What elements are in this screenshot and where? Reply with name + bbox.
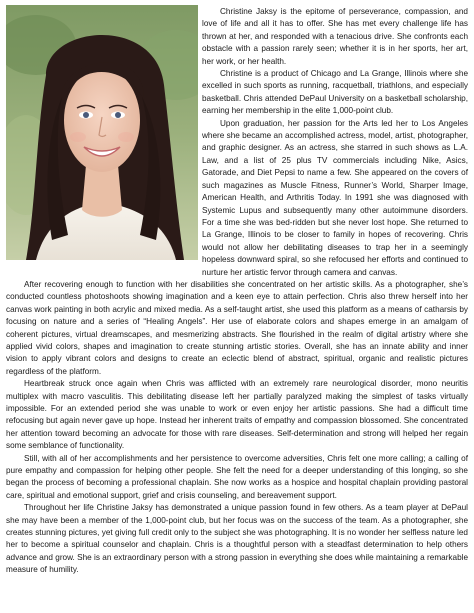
paragraph-intro: Christine Jaksy is the epitome of perseverance, compassion, and love of life and all it has to offer. She has met every challenge life has thrown at her, and responded with a tenacious drive. She confronts each obstacle with a passion rarely seen; whether it is in her sports, her art, her work, or her health.	[202, 7, 468, 66]
paragraph-illness: Heartbreak struck once again when Chris was afflicted with an extremely rare neurological disorder, mono neuritis multiplex with macro vasculitis. This debilitating disease left her partially paralyzed making the simplest of tasks virtually impossible. For an extended period she was unable to work or even enjoy her artistic passions. She had a difficult time refocusing but again never gave up hope. Instead her inherent traits of empathy and compassion blossomed. She concentrated her attention toward becoming an advocate for those with rare diseases. Self-determination and strong will helped her regain some semblance of functionality.	[6, 379, 468, 451]
paragraph-art: After recovering enough to function with her disabilities she concentrated on her artistic skills. As a photographer, she’s conducted countless photoshoots showing imagination and a keen eye to attain perfection. Chris also threw herself into her canvas work painting in both acrylic and mixed media. As a self-taught artist, she used this platform as a means of catharsis by focusing on nature and a series of “Healing Angels”. Her use of elaborate colors and shapes emerge in an amalgam of coherent pictures, virtual dreamscapes, and mesmerizing abstracts. She flourished in the realm of digital artistry where she applied vivid colors, shapes and imagination to create stunning artistic stories. Overall, she has an innate ability and inner vision to apply vibrant colors and designs to create an eclectic blend of abstract, spiritual, organic and realistic pictures regardless of the platform.	[6, 279, 468, 376]
biography-article	[6, 6, 468, 577]
photo-spacer	[6, 6, 202, 268]
paragraph-conclusion: Throughout her life Christine Jaksy has demonstrated a unique passion found in few others. As a team player at DePaul she may have been a member of the 1,000-point club, but her focus was on the success of the team. As a photographer, she creates stunning pictures, yet giving full credit only to the subject she was photographing. It is no wonder her selfless nature led her to become a spiritual counselor and chaplain. Chris is a thoughtful person with a steadfast determination to help others advance and grow. She is an extraordinary person with a strong passion in everything she does while maintaining a remarkable measure of humility.	[6, 503, 468, 575]
paragraph-career: Upon graduation, her passion for the Arts led her to Los Angeles where she became an accomplished actress, model, artist, photographer, and graphic designer. As an actress, she starred in such shows as L.A. Law, and a list of 25 plus TV commercials including Nike, Asics, Gatorade, and Diet Pepsi to name a few. She appeared on the covers of such magazines as Muscle Fitness, Runner’s World, Sharper Image, American Health, and Arthritis Today. In 1991 she was diagnosed with Systemic Lupus and subsequently many other autoimmune disorders. For a time she was bed-ridden but she never lost hope. She returned to La Grange, Illinois to be closer to family in hopes of recovering. Chris would not allow her debilitating diseases to trap her in a seemingly hopeless downward spiral, so she refocused her efforts and continued to nurture her artistic fervor through camera and canvas.	[202, 118, 468, 277]
paragraph-chaplain: Still, with all of her accomplishments and her persistence to overcome adversities, Chris felt one more calling; a calling of pure empathy and compassion for helping other people. She felt the need for a deeper understanding of this longing, so she began the process of becoming a professional chaplain. She now works as a hospice and hospital chaplain providing pastoral care, spiritual and emotional support, grief and crisis counseling, and bereavement support.	[6, 453, 468, 500]
paragraph-sports: Christine is a product of Chicago and La Grange, Illinois where she excelled in such sports as running, racquetball, triathlons, and especially basketball. Chris attended DePaul University on a basketball scholarship, earning her membership in the elite 1,000-point club.	[202, 69, 468, 116]
